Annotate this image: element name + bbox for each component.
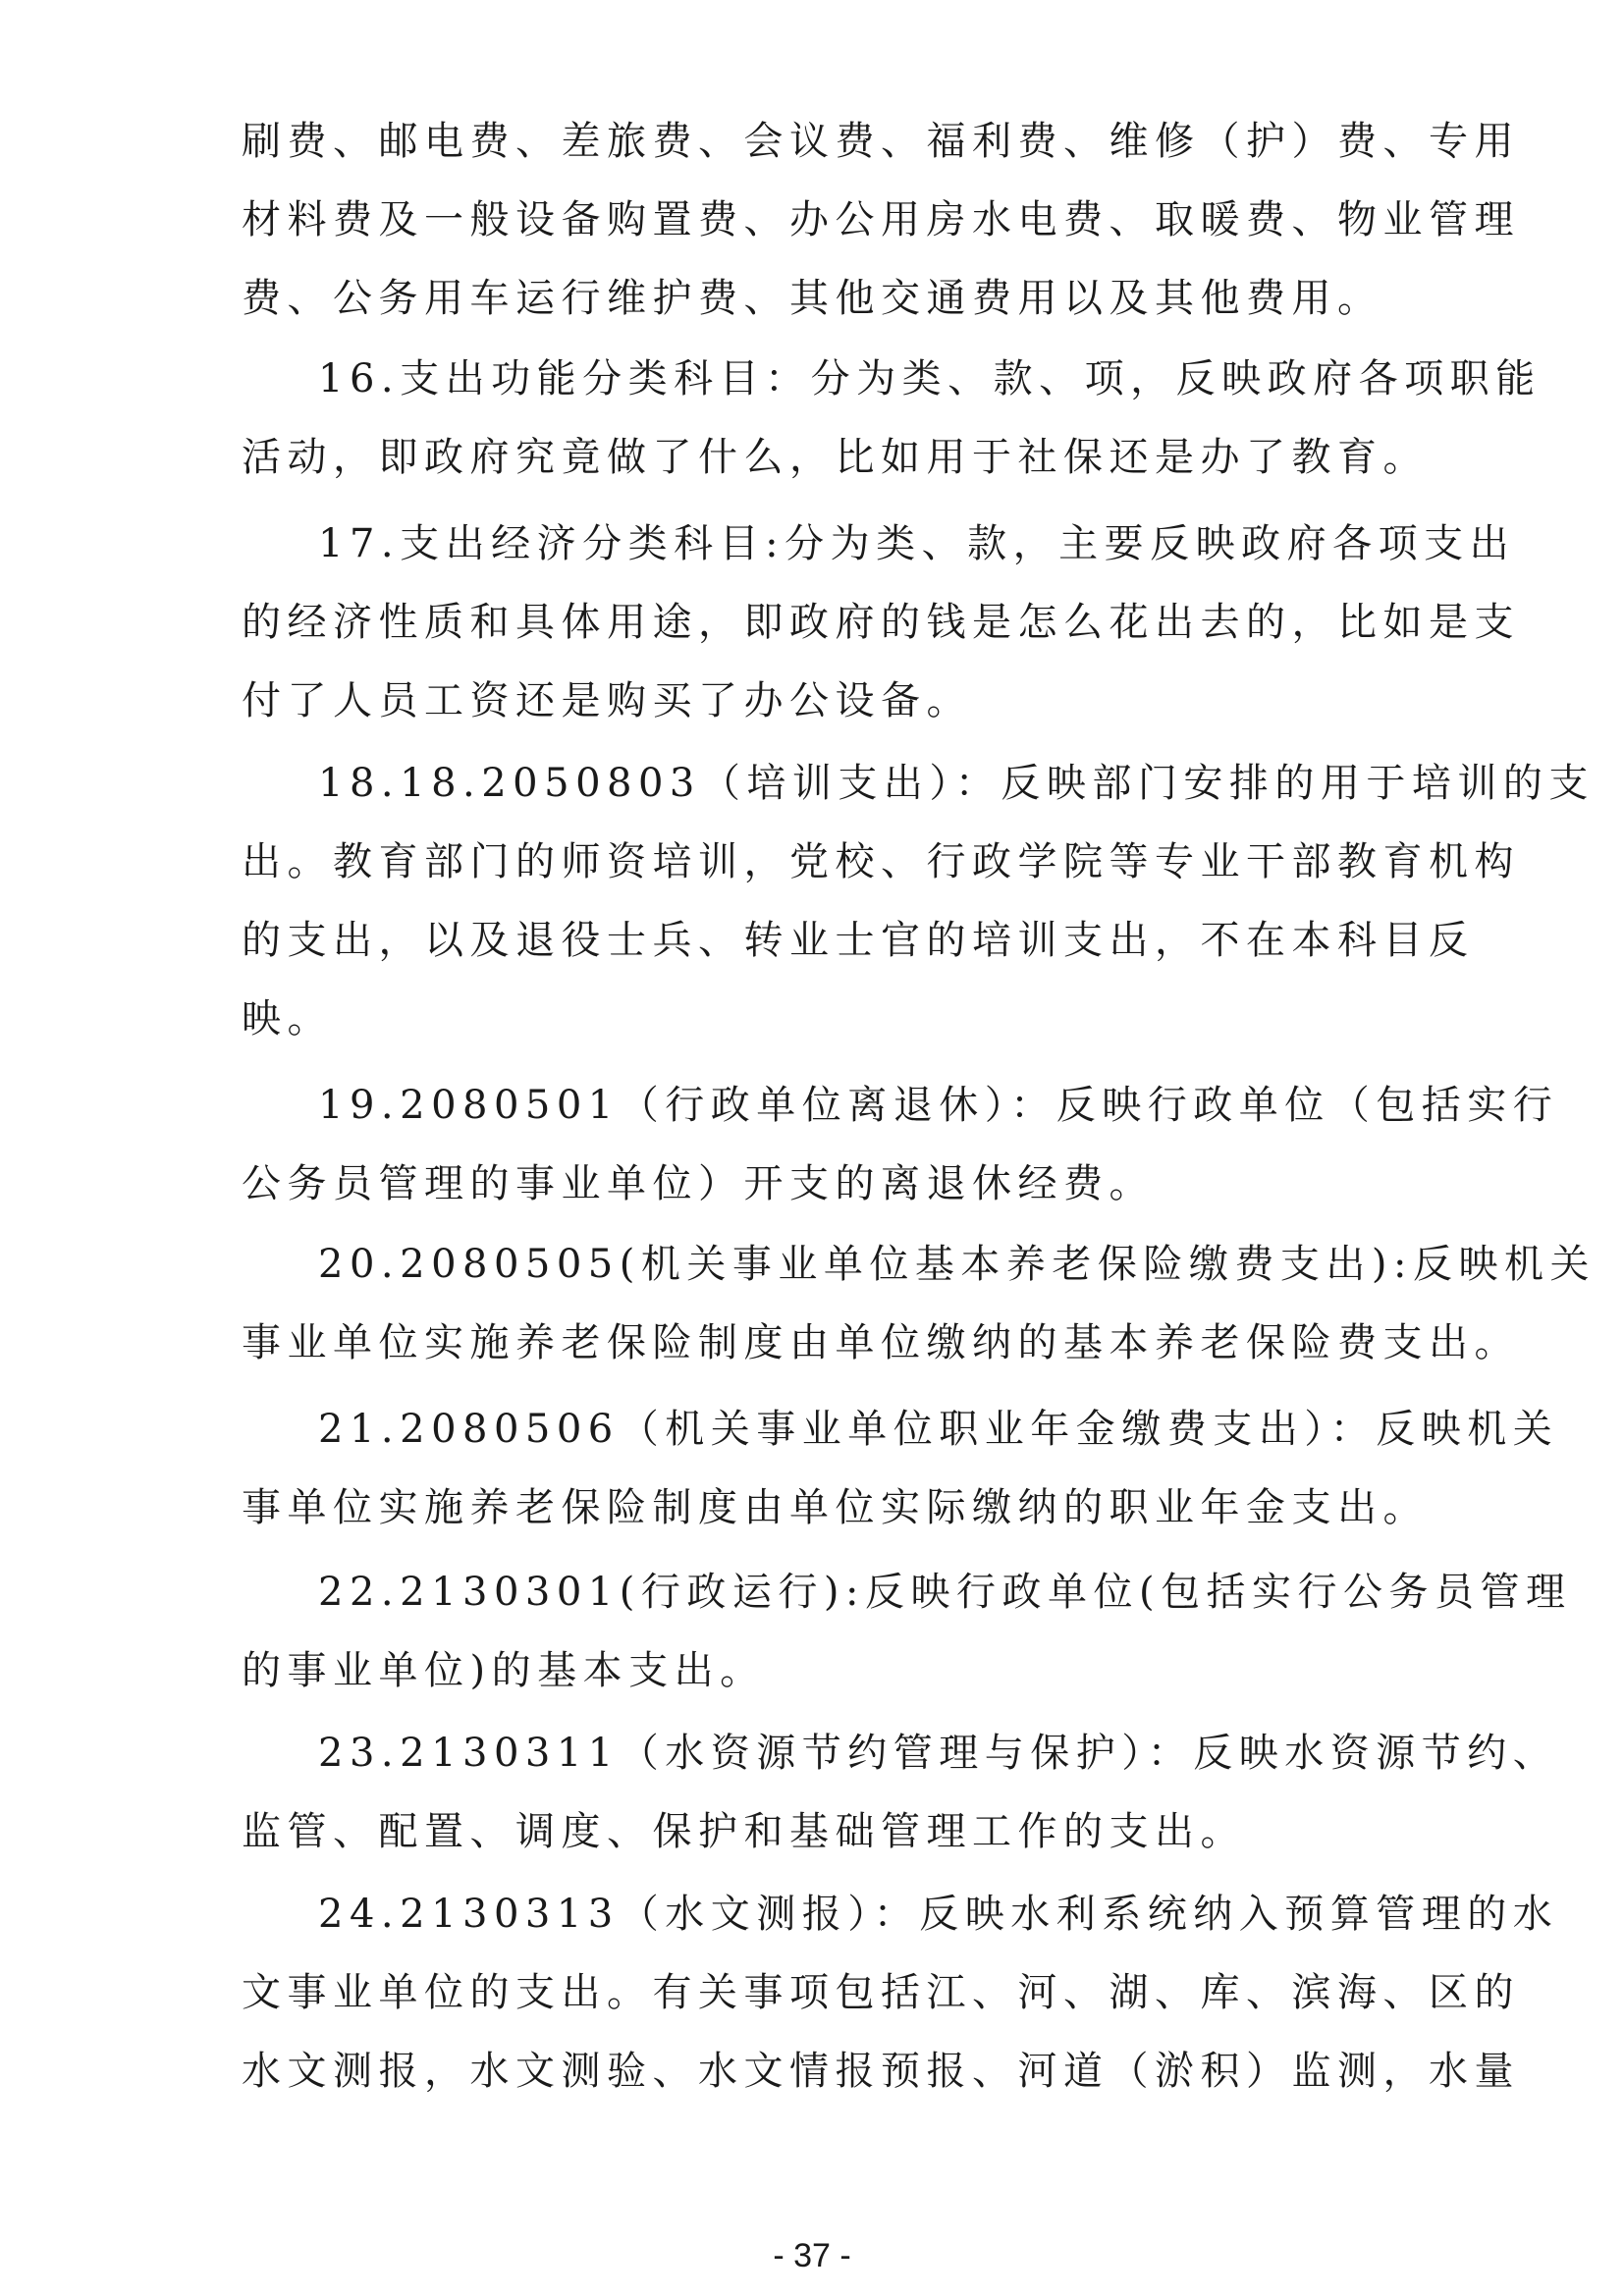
text-line: 映。 xyxy=(242,996,333,1041)
text-line: 水文测报，水文测验、水文情报预报、河道（淤积）监测，水量 xyxy=(242,2049,1520,2094)
text-line: 监管、配置、调度、保护和基础管理工作的支出。 xyxy=(242,1809,1246,1854)
text-line: 费、公务用车运行维护费、其他交通费用以及其他费用。 xyxy=(242,276,1383,321)
text-line: 出。教育部门的师资培训，党校、行政学院等专业干部教育机构 xyxy=(242,839,1520,884)
text-line: 公务员管理的事业单位）开支的离退休经费。 xyxy=(242,1161,1155,1206)
text-line: 16.支出功能分类科目：分为类、款、项，反映政府各项职能 xyxy=(318,356,1542,401)
text-line: 的经济性质和具体用途，即政府的钱是怎么花出去的，比如是支 xyxy=(242,600,1520,645)
text-line: 23.2130311（水资源节约管理与保护）：反映水资源节约、 xyxy=(318,1731,1559,1776)
text-line: 文事业单位的支出。有关事项包括江、河、湖、库、滨海、区的 xyxy=(242,1970,1520,2015)
text-line: 19.2080501（行政单位离退休）：反映行政单位（包括实行 xyxy=(318,1083,1559,1128)
text-line: 材料费及一般设备购置费、办公用房水电费、取暖费、物业管理 xyxy=(242,197,1520,242)
text-line: 的事业单位)的基本支出。 xyxy=(242,1648,766,1693)
text-line: 20.2080505(机关事业单位基本养老保险缴费支出):反映机关 xyxy=(318,1242,1596,1287)
text-line: 刷费、邮电费、差旅费、会议费、福利费、维修（护）费、专用 xyxy=(242,119,1520,164)
text-line: 付了人员工资还是购买了办公设备。 xyxy=(242,678,972,723)
text-line: 事业单位实施养老保险制度由单位缴纳的基本养老保险费支出。 xyxy=(242,1320,1520,1365)
text-line: 的支出，以及退役士兵、转业士官的培训支出，不在本科目反 xyxy=(242,918,1475,963)
text-line: 事单位实施养老保险制度由单位实际缴纳的职业年金支出。 xyxy=(242,1485,1429,1530)
text-line: 17.支出经济分类科目:分为类、款，主要反映政府各项支出 xyxy=(318,521,1516,566)
text-line: 24.2130313（水文测报）：反映水利系统纳入预算管理的水 xyxy=(318,1892,1559,1937)
text-line: 21.2080506（机关事业单位职业年金缴费支出）：反映机关 xyxy=(318,1407,1559,1452)
page-number: - 37 - xyxy=(773,2237,851,2274)
text-line: 活动，即政府究竟做了什么，比如用于社保还是办了教育。 xyxy=(242,435,1429,480)
text-line: 18.18.2050803（培训支出）：反映部门安排的用于培训的支 xyxy=(318,761,1595,806)
text-line: 22.2130301(行政运行):反映行政单位(包括实行公务员管理 xyxy=(318,1570,1572,1615)
